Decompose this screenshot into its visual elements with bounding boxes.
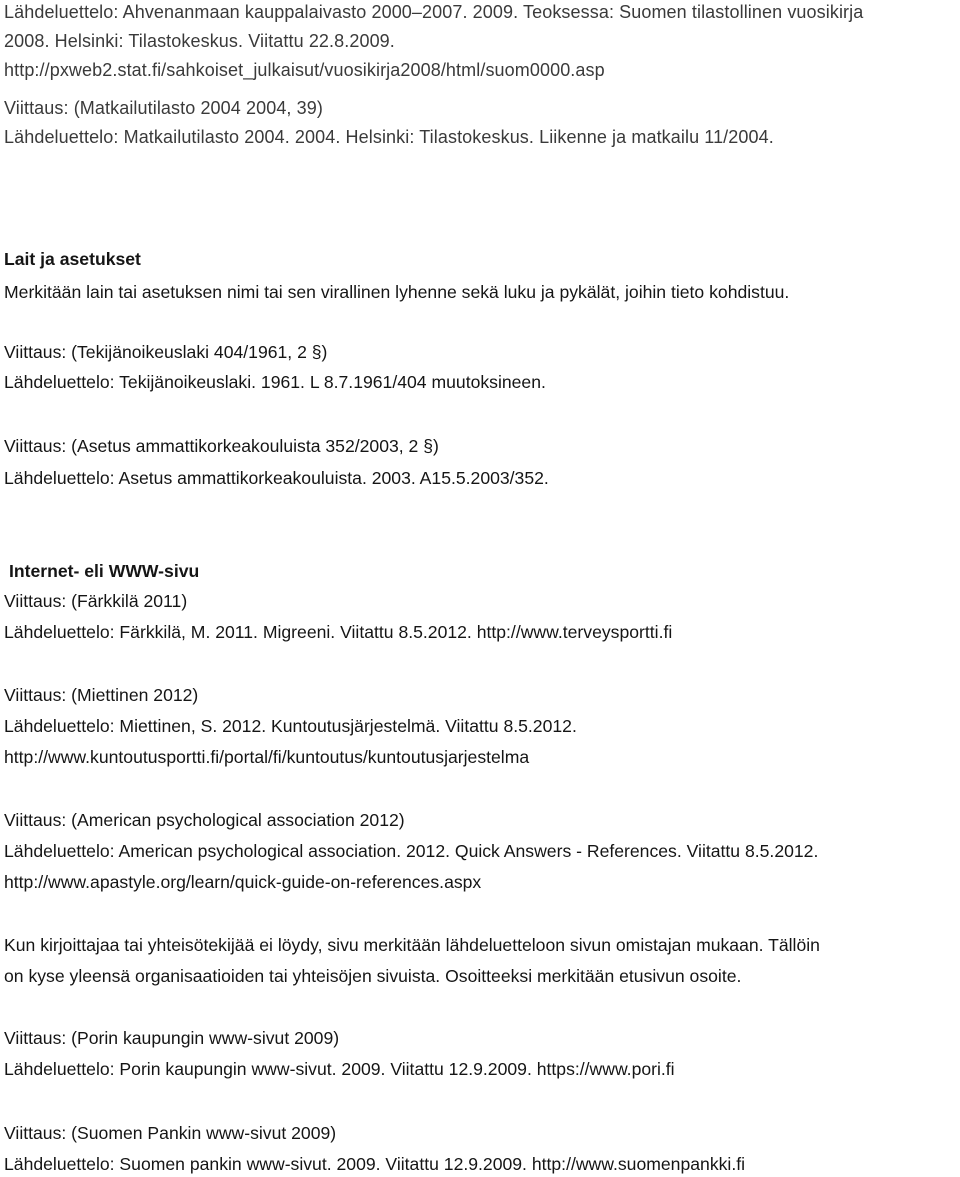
reference-line: Lähdeluettelo: Färkkilä, M. 2011. Migreeni. Viitattu 8.5.2012. http://www.terveysportti.fi bbox=[4, 622, 673, 642]
reference-url: http://www.apastyle.org/learn/quick-guide-on-references.aspx bbox=[4, 872, 482, 892]
section-heading-web: Internet- eli WWW-sivu bbox=[9, 561, 200, 581]
reference-line: Lähdeluettelo: Ahvenanmaan kauppalaivasto 2000–2007. 2009. Teoksessa: Suomen tilastollinen vuosikirja bbox=[4, 2, 864, 22]
reference-url: http://www.kuntoutusportti.fi/portal/fi/kuntoutus/kuntoutusjarjestelma bbox=[4, 747, 530, 767]
reference-url: http://pxweb2.stat.fi/sahkoiset_julkaisut/vuosikirja2008/html/suom0000.asp bbox=[4, 60, 605, 80]
section-heading-laws: Lait ja asetukset bbox=[4, 249, 141, 269]
citation-line: Viittaus: (Porin kaupungin www-sivut 2009) bbox=[4, 1028, 340, 1048]
reference-line: Lähdeluettelo: Miettinen, S. 2012. Kuntoutusjärjestelmä. Viitattu 8.5.2012. bbox=[4, 716, 577, 736]
paragraph-line: Merkitään lain tai asetuksen nimi tai sen virallinen lyhenne sekä luku ja pykälät, joihin tieto kohdistuu. bbox=[4, 282, 790, 302]
paragraph-line: Kun kirjoittajaa tai yhteisötekijää ei löydy, sivu merkitään lähdeluetteloon sivun omistajan mukaan. Tällöin bbox=[4, 935, 820, 955]
reference-line: Lähdeluettelo: American psychological association. 2012. Quick Answers - References. Viitattu 8.5.2012. bbox=[4, 841, 819, 861]
reference-line: 2008. Helsinki: Tilastokeskus. Viitattu 22.8.2009. bbox=[4, 31, 395, 51]
citation-line: Viittaus: (Matkailutilasto 2004 2004, 39) bbox=[4, 98, 323, 118]
reference-line: Lähdeluettelo: Tekijänoikeuslaki. 1961. L 8.7.1961/404 muutoksineen. bbox=[4, 372, 546, 392]
citation-line: Viittaus: (Suomen Pankin www-sivut 2009) bbox=[4, 1123, 337, 1143]
reference-line: Lähdeluettelo: Asetus ammattikorkeakouluista. 2003. A15.5.2003/352. bbox=[4, 468, 549, 488]
citation-line: Viittaus: (Färkkilä 2011) bbox=[4, 591, 188, 611]
reference-line: Lähdeluettelo: Suomen pankin www-sivut. 2009. Viitattu 12.9.2009. http://www.suomenpankki.fi bbox=[4, 1154, 746, 1174]
reference-line: Lähdeluettelo: Matkailutilasto 2004. 2004. Helsinki: Tilastokeskus. Liikenne ja matkailu 11/2004. bbox=[4, 127, 774, 147]
citation-line: Viittaus: (Asetus ammattikorkeakouluista 352/2003, 2 §) bbox=[4, 436, 439, 456]
paragraph-line: on kyse yleensä organisaatioiden tai yhteisöjen sivuista. Osoitteeksi merkitään etusivun osoite. bbox=[4, 966, 742, 986]
citation-line: Viittaus: (American psychological association 2012) bbox=[4, 810, 405, 830]
citation-line: Viittaus: (Miettinen 2012) bbox=[4, 685, 199, 705]
reference-line: Lähdeluettelo: Porin kaupungin www-sivut. 2009. Viitattu 12.9.2009. https://www.pori.fi bbox=[4, 1059, 675, 1079]
citation-line: Viittaus: (Tekijänoikeuslaki 404/1961, 2 §) bbox=[4, 342, 328, 362]
